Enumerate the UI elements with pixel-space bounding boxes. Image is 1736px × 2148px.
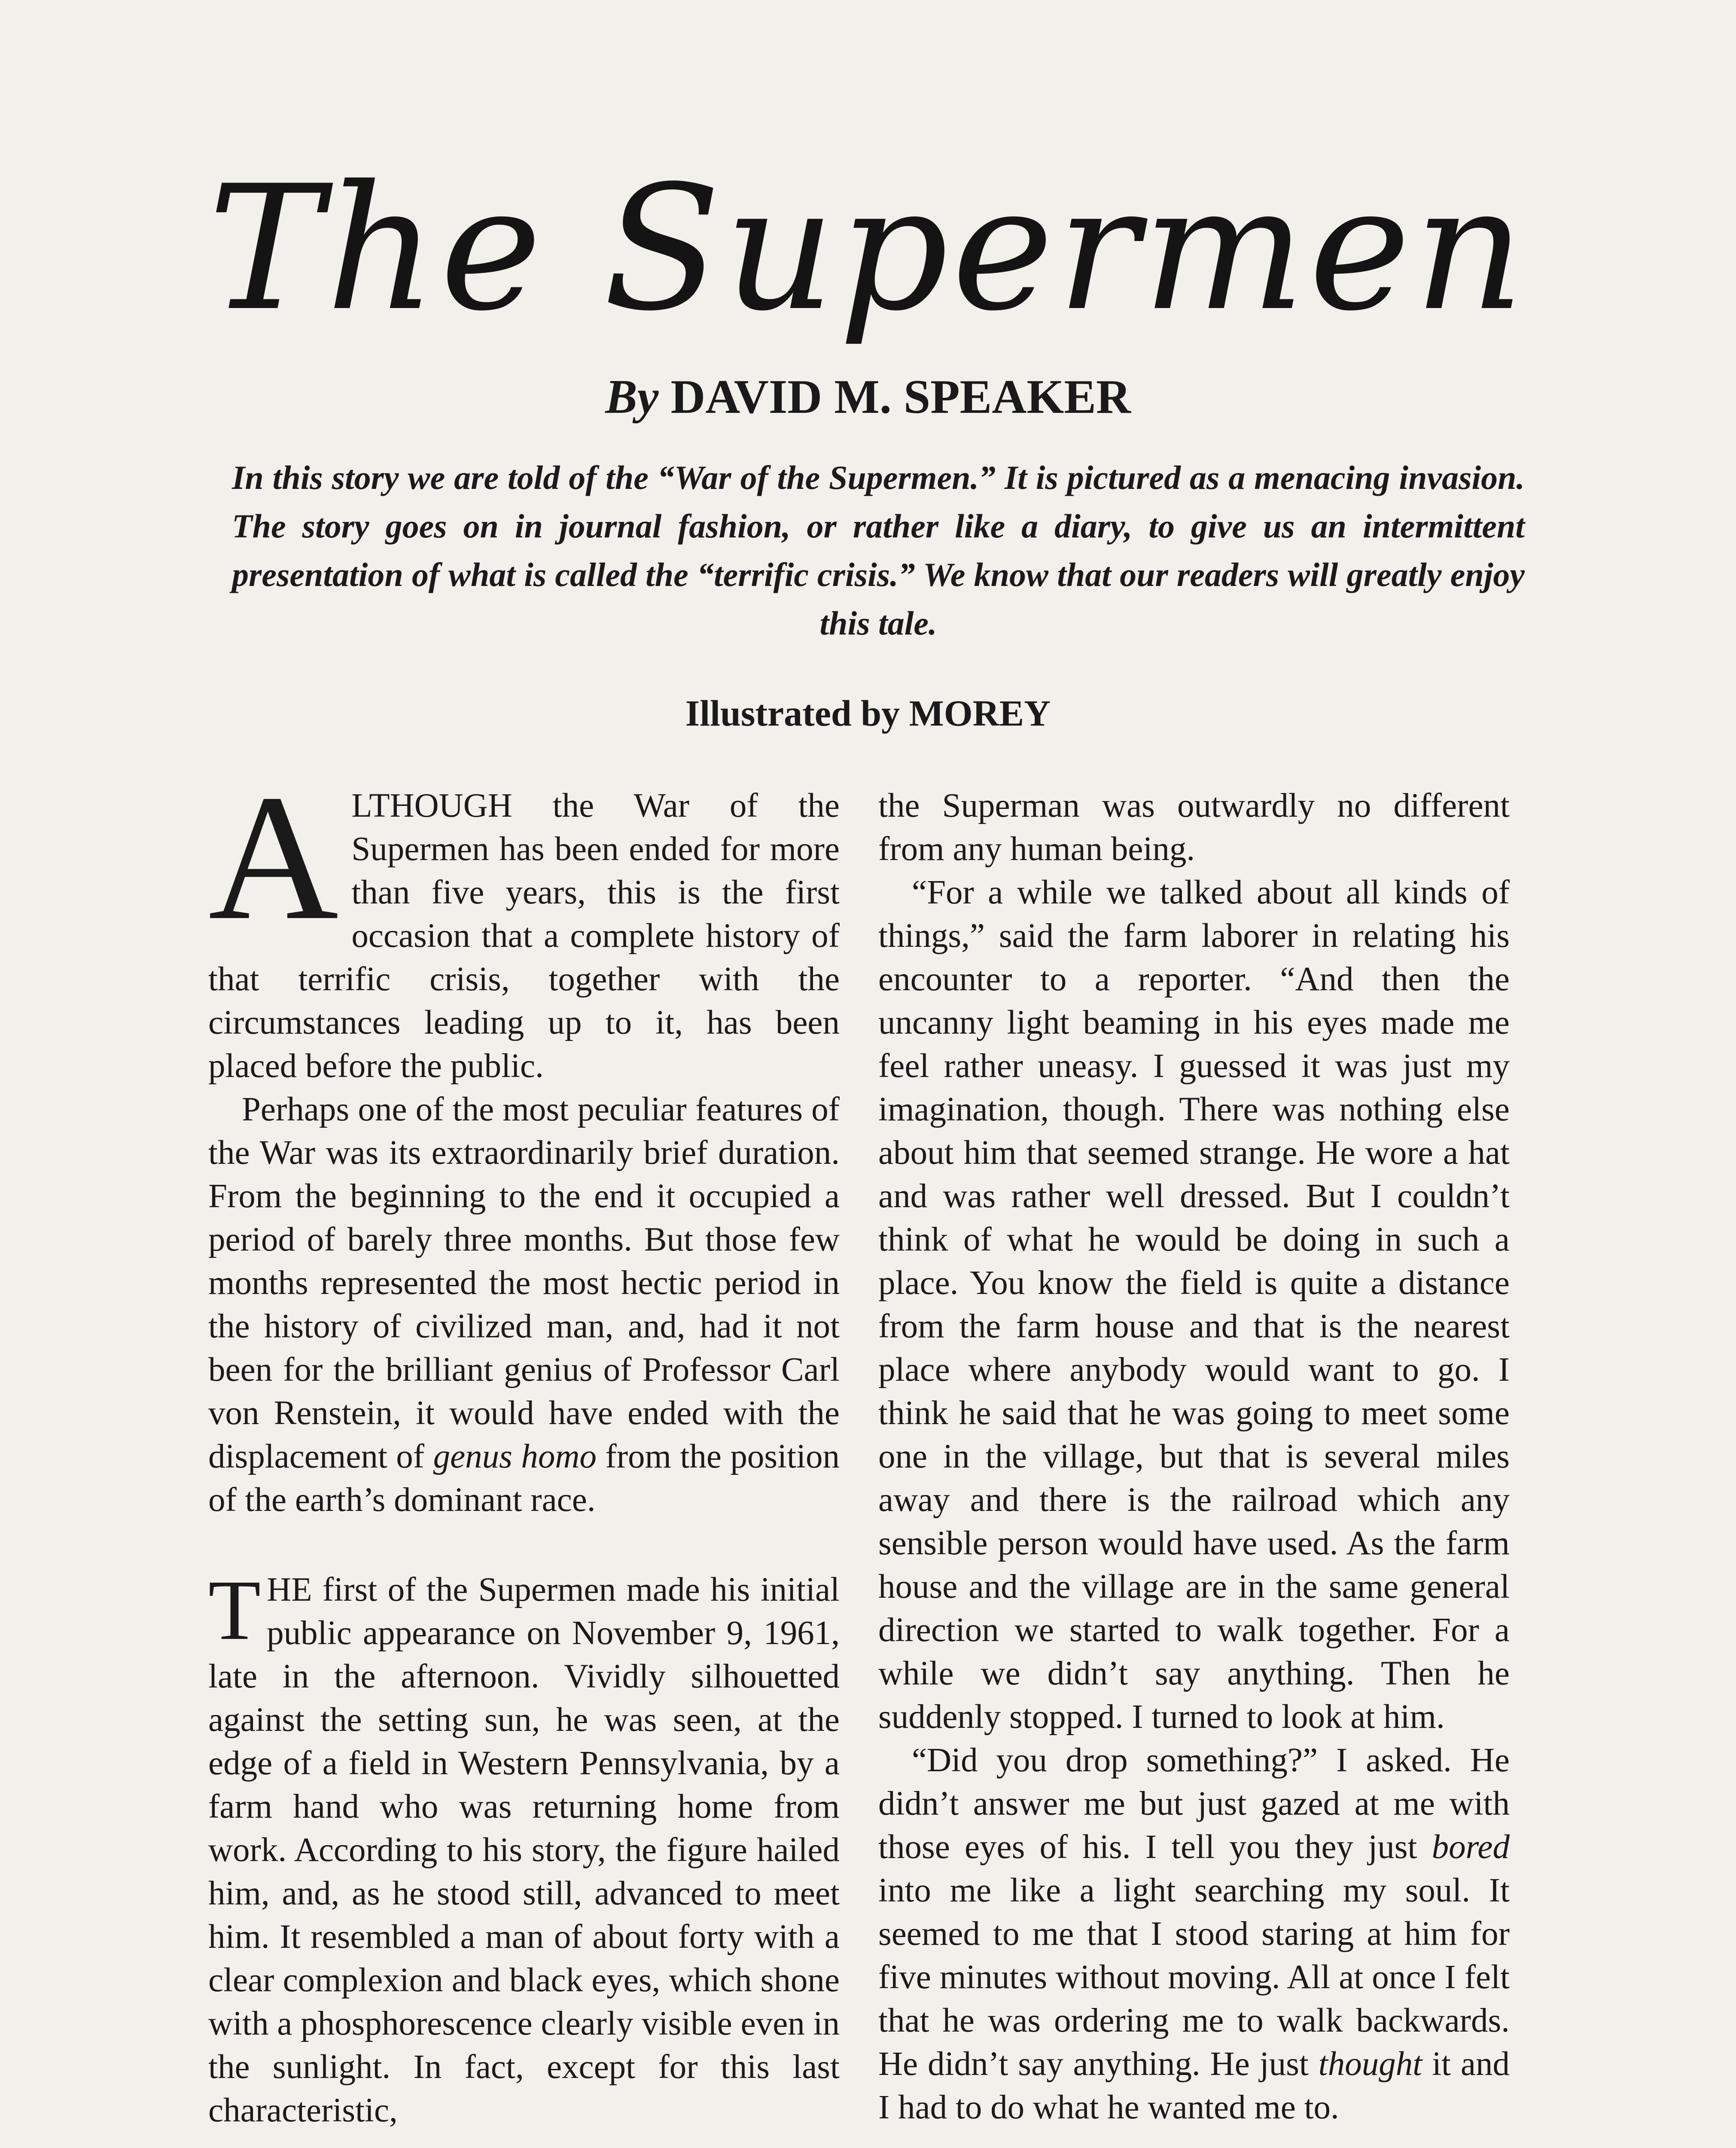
paragraph (878, 1739, 1510, 2129)
paragraph-text: LTHOUGH the War of the Supermen has been ended for more than five years, this is the first occasion that a complete history of that terrific crisis, together with the circumstances leading up to it, has been placed before the public. (208, 787, 840, 1085)
story-intro: In this story we are told of the “War of the Supermen.” It is pictured as a menacing invasion. The story goes on in journal fashion, or rather like a diary, to give us an intermittent presentation of what is called the “terrific crisis.” We know that our readers will greatly enjoy this tale. (232, 459, 1525, 642)
italic-term: genus homo (433, 1438, 597, 1475)
illustrator-credit: Illustrated by MOREY (685, 693, 1051, 734)
byline-author: DAVID M. SPEAKER (670, 370, 1131, 424)
right-column (878, 784, 1510, 2129)
paragraph-text: “For a while we talked about all kinds of things,” said the farm laborer in relating his encounter to a reporter. “And then the uncanny light beaming in his eyes made me feel rather uneasy. I guessed it was just my imagination, though. There was nothing else about him that seemed strange. He wore a hat and was rather well dressed. But I couldn’t think of what he would be doing in such a place. You know the field is quite a distance from the farm house and that is the nearest place where anybody would want to go. I think he said that he was going to meet some one in the village, but that is several miles away and there is the railroad which any sensible person would have used. As the farm house and the village are in the same general direction we started to walk together. For a while we didn’t say anything. Then he suddenly stopped. I turned to look at him. (878, 874, 1510, 1736)
drop-cap: T (208, 1563, 261, 1658)
paragraph (878, 784, 1510, 871)
paragraph (208, 1088, 840, 1522)
byline (0, 369, 1736, 425)
paragraph-text: it and I had to do what he wanted me to. (878, 2045, 1510, 2126)
italic-word: thought (1318, 2045, 1422, 2083)
left-column (208, 757, 840, 2132)
paragraph-text: from the position of the earth’s dominant race. (208, 1438, 840, 1519)
paragraph-text: “Did you drop something?” I asked. He didn’t answer me but just gazed at me with those eyes of his. I tell you they just (878, 1742, 1510, 1866)
paragraph (208, 1563, 840, 2132)
byline-by: By (605, 370, 659, 424)
story-title: The Supermen (208, 149, 1528, 349)
drop-cap: A (208, 757, 339, 957)
paragraph (208, 757, 840, 1088)
paragraph-text: Perhaps one of the most peculiar features of the War was its extraordinarily brief duration. From the beginning to the end it occupied a period of barely three months. But those few months represented the most hectic period in the history of civilized man, and, had it not been for the brilliant genius of Professor Carl von Renstein, it would have ended with the displacement of (208, 1091, 840, 1475)
italic-word: bored (1431, 1828, 1510, 1866)
paragraph (878, 871, 1510, 1739)
paragraph-text: the Superman was outwardly no different from any human being. (878, 787, 1510, 868)
paragraph-text: HE first of the Supermen made his initial public appearance on November 9, 1961, late in the afternoon. Vividly silhouetted against the setting sun, he was seen, at the edge of a field in Western Pennsylvania, by a farm hand who was returning home from work. According to his story, the figure hailed him, and, as he stood still, advanced to meet him. It resembled a man of about forty with a clear complexion and black eyes, which shone with a phosphorescence clearly visible even in the sunlight. In fact, except for this last characteristic, (208, 1571, 840, 2129)
paragraph-text: into me like a light searching my soul. It seemed to me that I stood staring at him for five minutes without moving. All at once I felt that he was ordering me to walk backwards. He didn’t say anything. He just (878, 1872, 1510, 2083)
